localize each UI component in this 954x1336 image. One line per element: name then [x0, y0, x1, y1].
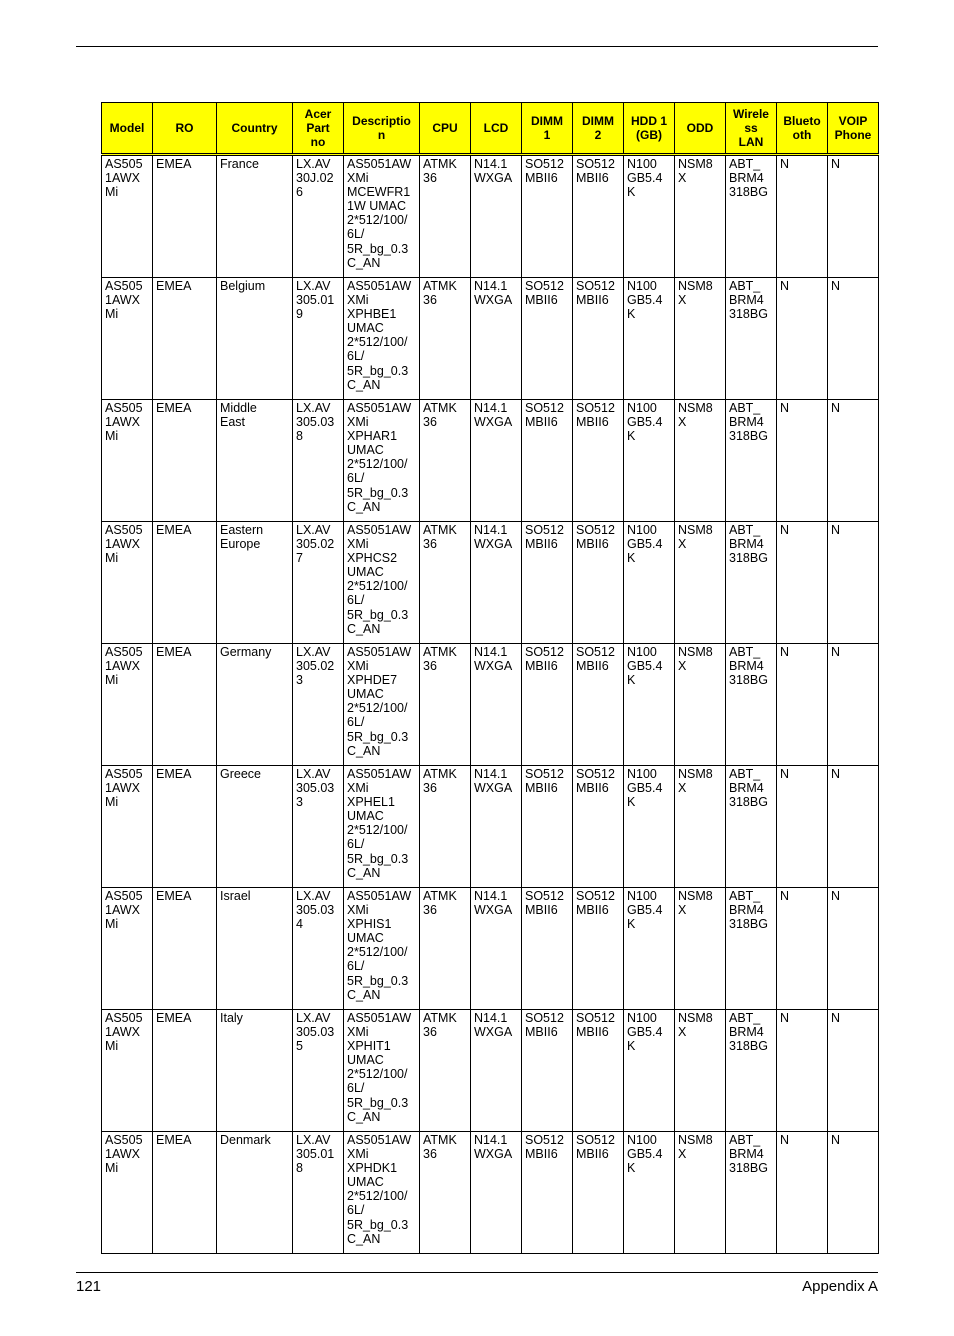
- footer-rule: [76, 1272, 878, 1273]
- table-cell: AS505 1AWX Mi: [102, 888, 153, 1010]
- table-cell: LX.AV 305.02 3: [293, 644, 344, 766]
- table-cell: ABT_ BRM4 318BG: [726, 400, 777, 522]
- table-cell: N: [777, 400, 828, 522]
- table-cell: ATMK 36: [420, 522, 471, 644]
- table-cell: SO512 MBII6: [522, 155, 573, 278]
- table-cell: AS505 1AWX Mi: [102, 400, 153, 522]
- column-header: CPU: [420, 103, 471, 155]
- section-name: Appendix A: [802, 1278, 878, 1295]
- column-header: LCD: [471, 103, 522, 155]
- table-body: [102, 155, 879, 1254]
- table-cell: SO512 MBII6: [522, 766, 573, 888]
- header-rule: [76, 46, 878, 47]
- table-cell: AS505 1AWX Mi: [102, 766, 153, 888]
- column-header: HDD 1 (GB): [624, 103, 675, 155]
- table-cell: ABT_ BRM4 318BG: [726, 278, 777, 400]
- table-cell: N14.1 WXGA: [471, 1010, 522, 1132]
- table-cell: NSM8 X: [675, 278, 726, 400]
- table-cell: NSM8 X: [675, 155, 726, 278]
- table-cell: N: [777, 1132, 828, 1254]
- column-header: DIMM 2: [573, 103, 624, 155]
- table-cell: N: [777, 644, 828, 766]
- table-cell: EMEA: [153, 1010, 217, 1132]
- table-cell: SO512 MBII6: [573, 522, 624, 644]
- column-header: Wirele ss LAN: [726, 103, 777, 155]
- table-cell: EMEA: [153, 155, 217, 278]
- column-header: Acer Part no: [293, 103, 344, 155]
- table-cell: N14.1 WXGA: [471, 400, 522, 522]
- table-cell: N: [828, 1132, 879, 1254]
- table-cell: Italy: [217, 1010, 293, 1132]
- table-row: [102, 644, 879, 766]
- table-cell: SO512 MBII6: [522, 1132, 573, 1254]
- table-cell: N: [828, 278, 879, 400]
- table-cell: EMEA: [153, 1132, 217, 1254]
- table-cell: AS5051AW XMi XPHDK1 UMAC 2*512/100/ 6L/ 5R_bg_0.3 C_AN: [344, 1132, 420, 1254]
- table-cell: Israel: [217, 888, 293, 1010]
- table-row: [102, 888, 879, 1010]
- table-cell: AS505 1AWX Mi: [102, 278, 153, 400]
- table-cell: AS5051AW XMi XPHDE7 UMAC 2*512/100/ 6L/ 5R_bg_0.3 C_AN: [344, 644, 420, 766]
- table-cell: EMEA: [153, 278, 217, 400]
- table-cell: N14.1 WXGA: [471, 522, 522, 644]
- table-cell: N100 GB5.4 K: [624, 1132, 675, 1254]
- table-cell: ATMK 36: [420, 888, 471, 1010]
- table-cell: EMEA: [153, 644, 217, 766]
- table-cell: N: [777, 278, 828, 400]
- table-cell: N: [828, 522, 879, 644]
- table-cell: AS5051AW XMi XPHBE1 UMAC 2*512/100/ 6L/ 5R_bg_0.3 C_AN: [344, 278, 420, 400]
- table-row: [102, 1010, 879, 1132]
- table-cell: NSM8 X: [675, 888, 726, 1010]
- table-cell: NSM8 X: [675, 1132, 726, 1254]
- table-cell: ABT_ BRM4 318BG: [726, 522, 777, 644]
- table-cell: AS505 1AWX Mi: [102, 155, 153, 278]
- table-cell: N14.1 WXGA: [471, 155, 522, 278]
- table-cell: LX.AV 305.01 8: [293, 1132, 344, 1254]
- table-cell: SO512 MBII6: [522, 644, 573, 766]
- table-cell: SO512 MBII6: [522, 278, 573, 400]
- table-cell: ATMK 36: [420, 644, 471, 766]
- table-cell: N: [828, 155, 879, 278]
- table-row: [102, 155, 879, 278]
- table-cell: N14.1 WXGA: [471, 766, 522, 888]
- table-cell: N: [828, 644, 879, 766]
- column-header: ODD: [675, 103, 726, 155]
- table-cell: EMEA: [153, 522, 217, 644]
- table-cell: SO512 MBII6: [573, 644, 624, 766]
- column-header: Model: [102, 103, 153, 155]
- table-cell: N14.1 WXGA: [471, 1132, 522, 1254]
- table-cell: LX.AV 305.01 9: [293, 278, 344, 400]
- table-cell: ABT_ BRM4 318BG: [726, 644, 777, 766]
- table-cell: EMEA: [153, 766, 217, 888]
- table-cell: Germany: [217, 644, 293, 766]
- table-cell: SO512 MBII6: [522, 1010, 573, 1132]
- table-cell: AS5051AW XMi XPHEL1 UMAC 2*512/100/ 6L/ 5R_bg_0.3 C_AN: [344, 766, 420, 888]
- table-cell: N: [777, 1010, 828, 1132]
- table-cell: ABT_ BRM4 318BG: [726, 766, 777, 888]
- table-cell: N100 GB5.4 K: [624, 644, 675, 766]
- table-header-row: [102, 103, 879, 155]
- table-cell: ABT_ BRM4 318BG: [726, 155, 777, 278]
- table-cell: SO512 MBII6: [522, 522, 573, 644]
- table-cell: ATMK 36: [420, 278, 471, 400]
- table-cell: Denmark: [217, 1132, 293, 1254]
- table-cell: N100 GB5.4 K: [624, 888, 675, 1010]
- table-cell: N14.1 WXGA: [471, 278, 522, 400]
- table-cell: ABT_ BRM4 318BG: [726, 888, 777, 1010]
- table-cell: N100 GB5.4 K: [624, 400, 675, 522]
- table-cell: NSM8 X: [675, 766, 726, 888]
- table-cell: LX.AV 30J.02 6: [293, 155, 344, 278]
- table-cell: N100 GB5.4 K: [624, 766, 675, 888]
- table-cell: SO512 MBII6: [573, 400, 624, 522]
- column-header: Country: [217, 103, 293, 155]
- table-cell: LX.AV 305.03 5: [293, 1010, 344, 1132]
- table-row: [102, 400, 879, 522]
- column-header: Descriptio n: [344, 103, 420, 155]
- table-cell: N14.1 WXGA: [471, 644, 522, 766]
- table-cell: LX.AV 305.03 3: [293, 766, 344, 888]
- table-cell: AS5051AW XMi XPHCS2 UMAC 2*512/100/ 6L/ 5R_bg_0.3 C_AN: [344, 522, 420, 644]
- table-cell: N: [828, 400, 879, 522]
- column-header: RO: [153, 103, 217, 155]
- table-cell: NSM8 X: [675, 400, 726, 522]
- table-cell: ATMK 36: [420, 766, 471, 888]
- table-cell: ATMK 36: [420, 1132, 471, 1254]
- table-cell: AS505 1AWX Mi: [102, 1132, 153, 1254]
- table-row: [102, 766, 879, 888]
- table-cell: AS505 1AWX Mi: [102, 1010, 153, 1132]
- table-cell: Greece: [217, 766, 293, 888]
- table-cell: NSM8 X: [675, 644, 726, 766]
- table-row: [102, 1132, 879, 1254]
- page-number: 121: [76, 1278, 102, 1295]
- table-cell: SO512 MBII6: [573, 1010, 624, 1132]
- table-cell: AS5051AW XMi XPHAR1 UMAC 2*512/100/ 6L/ 5R_bg_0.3 C_AN: [344, 400, 420, 522]
- table-cell: N100 GB5.4 K: [624, 522, 675, 644]
- table-row: [102, 278, 879, 400]
- table-row: [102, 522, 879, 644]
- table-cell: SO512 MBII6: [522, 400, 573, 522]
- column-header: Blueto oth: [777, 103, 828, 155]
- table-cell: SO512 MBII6: [522, 888, 573, 1010]
- table-cell: SO512 MBII6: [573, 1132, 624, 1254]
- table-cell: ATMK 36: [420, 1010, 471, 1132]
- table-cell: N14.1 WXGA: [471, 888, 522, 1010]
- table-cell: LX.AV 305.03 4: [293, 888, 344, 1010]
- table-cell: Belgium: [217, 278, 293, 400]
- table-cell: SO512 MBII6: [573, 888, 624, 1010]
- table-cell: N: [777, 155, 828, 278]
- table-cell: ABT_ BRM4 318BG: [726, 1010, 777, 1132]
- table-cell: N: [828, 888, 879, 1010]
- table-cell: N100 GB5.4 K: [624, 278, 675, 400]
- table-cell: N: [777, 522, 828, 644]
- table-cell: SO512 MBII6: [573, 155, 624, 278]
- table-cell: NSM8 X: [675, 1010, 726, 1132]
- table-cell: EMEA: [153, 400, 217, 522]
- table-cell: ABT_ BRM4 318BG: [726, 1132, 777, 1254]
- table-cell: SO512 MBII6: [573, 278, 624, 400]
- table-cell: N100 GB5.4 K: [624, 1010, 675, 1132]
- table-cell: AS505 1AWX Mi: [102, 644, 153, 766]
- table-cell: N: [828, 766, 879, 888]
- column-header: VOIP Phone: [828, 103, 879, 155]
- column-header: DIMM 1: [522, 103, 573, 155]
- table-cell: AS5051AW XMi MCEWFR1 1W UMAC 2*512/100/ 6L/ 5R_bg_0.3 C_AN: [344, 155, 420, 278]
- spec-table: [101, 102, 879, 1254]
- table-cell: LX.AV 305.03 8: [293, 400, 344, 522]
- table-cell: LX.AV 305.02 7: [293, 522, 344, 644]
- table-cell: NSM8 X: [675, 522, 726, 644]
- table-cell: Middle East: [217, 400, 293, 522]
- table-cell: AS5051AW XMi XPHIS1 UMAC 2*512/100/ 6L/ 5R_bg_0.3 C_AN: [344, 888, 420, 1010]
- table-cell: N: [777, 766, 828, 888]
- table-cell: N: [777, 888, 828, 1010]
- table-cell: ATMK 36: [420, 155, 471, 278]
- table-cell: N: [828, 1010, 879, 1132]
- table-cell: EMEA: [153, 888, 217, 1010]
- table-cell: AS5051AW XMi XPHIT1 UMAC 2*512/100/ 6L/ 5R_bg_0.3 C_AN: [344, 1010, 420, 1132]
- table-cell: Eastern Europe: [217, 522, 293, 644]
- table-cell: ATMK 36: [420, 400, 471, 522]
- table-cell: SO512 MBII6: [573, 766, 624, 888]
- table-cell: N100 GB5.4 K: [624, 155, 675, 278]
- table-cell: AS505 1AWX Mi: [102, 522, 153, 644]
- table-cell: France: [217, 155, 293, 278]
